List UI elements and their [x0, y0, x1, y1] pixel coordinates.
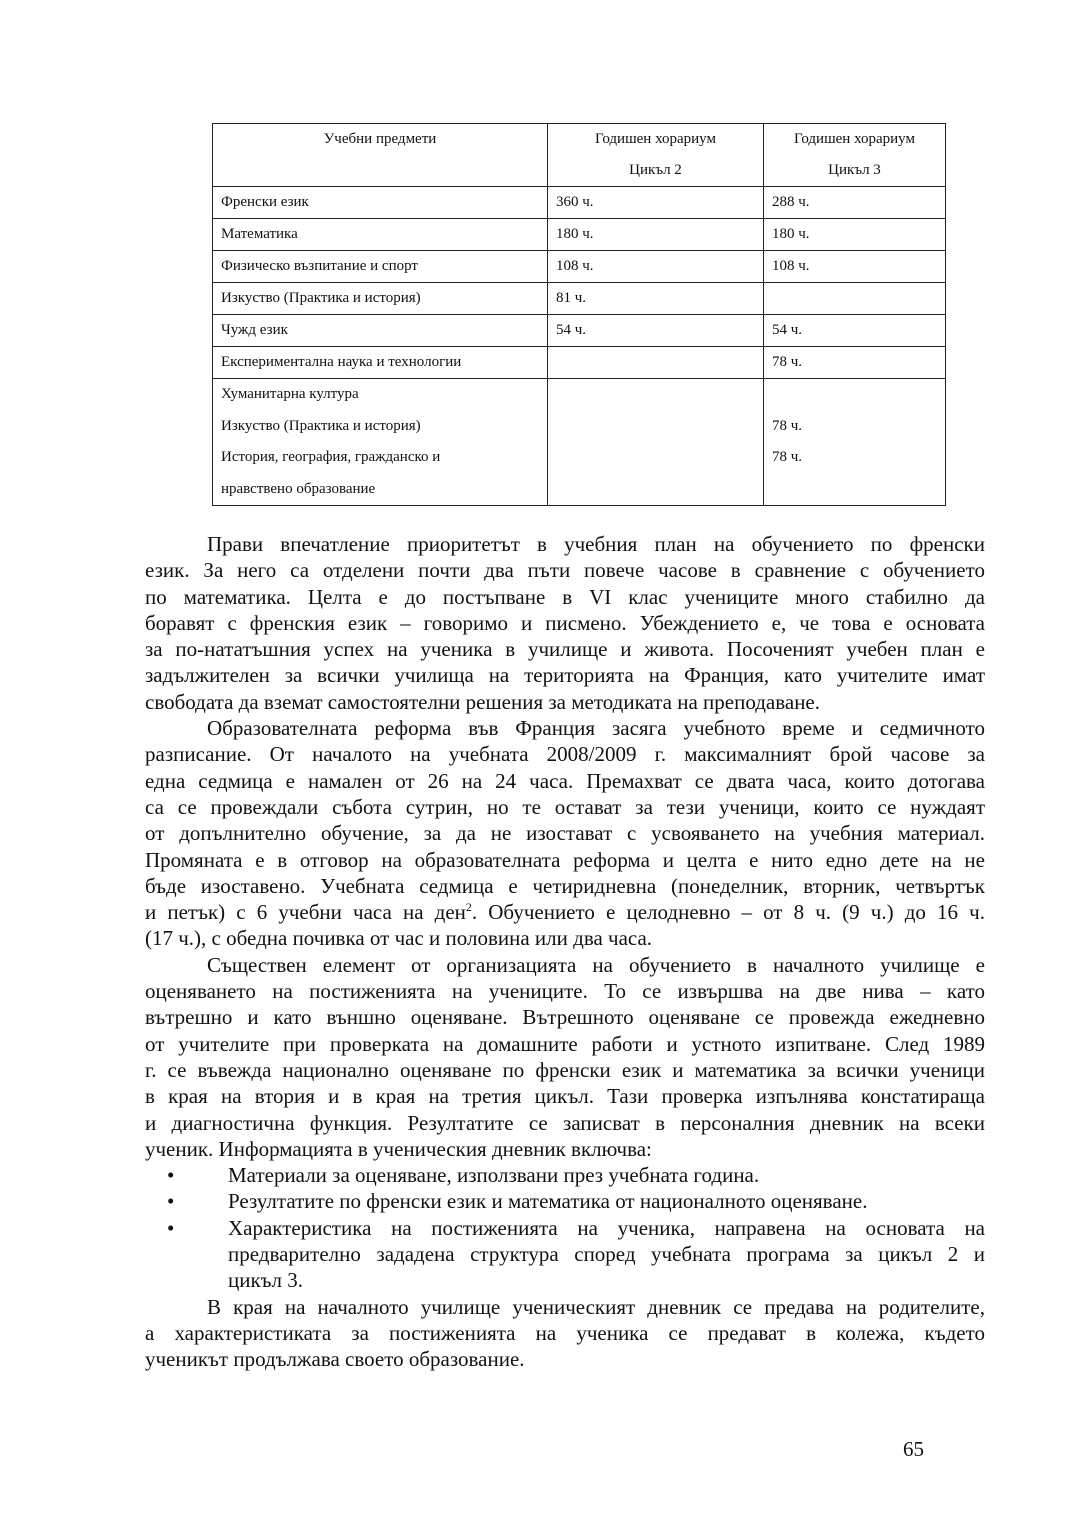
- line-text: (17 ч.), с обедна почивка от час и половина или два часа.: [145, 926, 653, 951]
- subject-cell: Физическо възпитание и спорт: [213, 251, 548, 283]
- line-text: В края на началното училище ученическият дневник се предава на родителите,: [207, 1294, 985, 1319]
- table-row: [213, 187, 946, 219]
- table-row: [213, 251, 946, 283]
- cycle-3-hours-cell: 54 ч.: [764, 315, 946, 347]
- line-text: Съществен елемент от организацията на обучението в началното училище е: [207, 952, 985, 977]
- paragraph: [145, 1294, 985, 1373]
- text-line: [145, 925, 985, 951]
- line-text: ученик. Информацията в ученическия дневник включва:: [145, 1136, 652, 1161]
- curriculum-hours-table: [212, 123, 946, 506]
- line-text: задължителен за всички училища на територията на Франция, като учителите имат: [145, 663, 985, 688]
- line-text: по математика. Целта е до постъпване в VI клас учениците много стабилно да: [145, 584, 985, 609]
- header-text: Годишен хорариум: [595, 131, 716, 147]
- text-line: [145, 662, 985, 688]
- text-line: [145, 847, 985, 873]
- subject-line: Хуманитарна култура: [221, 386, 359, 402]
- bullet-icon: •: [167, 1189, 175, 1214]
- text-line: [145, 1267, 985, 1293]
- text-line: [145, 768, 985, 794]
- paragraph: [145, 952, 985, 1162]
- text-line: [145, 952, 985, 978]
- hours-line: 78 ч.: [772, 417, 803, 434]
- table-row: [213, 219, 946, 251]
- header-subjects: [213, 124, 548, 187]
- line-text: Характеристика на постиженията на ученика, направена на основата на: [228, 1215, 985, 1240]
- cycle-2-hours-cell: 54 ч.: [548, 315, 764, 347]
- text-line: [145, 715, 985, 741]
- header-subtext: Цикъл 2: [629, 162, 682, 178]
- body-text: [145, 531, 985, 1373]
- text-line: [145, 820, 985, 846]
- subject-cell: Математика: [213, 219, 548, 251]
- cycle-3-hours-cell: 288 ч.: [764, 187, 946, 219]
- line-text: и диагностична функция. Резултатите се записват в персоналния дневник на всеки: [145, 1110, 985, 1135]
- header-cycle-2: [548, 124, 764, 187]
- text-line: [145, 794, 985, 820]
- header-text: Учебни предмети: [323, 131, 437, 147]
- bullet-item: [145, 1162, 985, 1188]
- line-text: Образователната реформа във Франция засяга учебното време и седмичното: [207, 716, 985, 741]
- text-line: [145, 1057, 985, 1083]
- text-line: [145, 1320, 985, 1346]
- text-line: [145, 531, 985, 557]
- table-row: [213, 283, 946, 315]
- paragraph: [145, 531, 985, 715]
- subject-cell: Френски език: [213, 187, 548, 219]
- line-text: Промяната е в отговор на образователната реформа и целта е нито едно дете на не: [145, 847, 985, 872]
- bullet-icon: •: [167, 1163, 175, 1188]
- subject-line: Изкуство (Практика и история): [221, 417, 421, 434]
- text-line: [145, 1241, 985, 1267]
- line-text: Прави впечатление приоритетът в учебния план на обучението по френски: [207, 532, 985, 556]
- line-text: предварително зададена структура според учебната програма за цикъл 2 и: [228, 1242, 985, 1267]
- subject-cell: Чужд език: [213, 315, 548, 347]
- table-header-row: [213, 124, 946, 187]
- bullet-item: [145, 1188, 985, 1214]
- line-text: оценяването на постиженията на учениците. То се извършва на две нива – като: [145, 979, 985, 1004]
- text-line: [145, 1004, 985, 1030]
- table-row: [213, 347, 946, 379]
- line-text: боравят с френския език – говоримо и писмено. Убеждението е, че това е основата: [145, 610, 985, 635]
- header-cycle-3: [764, 124, 946, 187]
- text-line: [145, 741, 985, 767]
- line-text: вътрешно и като външно оценяване. Вътрешното оценяване се провежда ежедневно: [145, 1005, 985, 1030]
- text-line: [145, 1346, 985, 1372]
- text-line: [145, 1136, 985, 1162]
- text-line: [145, 873, 985, 899]
- line-text: са се провеждали събота сутрин, но те остават за тези ученици, които се нуждаят: [145, 794, 985, 819]
- cycle-2-hours-cell: 180 ч.: [548, 219, 764, 251]
- line-text: език. За него са отделени почти два пъти повече часове в сравнение с обучението: [145, 558, 985, 583]
- text-line: [145, 1110, 985, 1136]
- table-row: [213, 315, 946, 347]
- text-line: [145, 610, 985, 636]
- cycle-3-hours-cell: [764, 283, 946, 315]
- line-text: а характеристиката за постиженията на ученика се предават в колежа, където: [145, 1320, 985, 1345]
- text-line: [145, 1215, 985, 1241]
- bullet-item: [145, 1215, 985, 1294]
- text-line: [145, 557, 985, 583]
- subject-line: нравствено образование: [221, 480, 376, 497]
- cycle-2-hours-cell: 108 ч.: [548, 251, 764, 283]
- bullet-icon: •: [167, 1215, 175, 1240]
- cycle-2-hours-cell: 360 ч.: [548, 187, 764, 219]
- text-line: [145, 899, 985, 925]
- text-line: [145, 978, 985, 1004]
- text-line: [145, 1162, 985, 1188]
- line-text: бъде изоставено. Учебната седмица е четиридневна (понеделник, вторник, четвъртък: [145, 873, 985, 898]
- header-subtext: Цикъл 3: [828, 162, 881, 178]
- page-number: 65: [903, 1437, 924, 1461]
- paragraph: [145, 715, 985, 952]
- header-text: Годишен хорариум: [794, 131, 915, 147]
- line-text: от учителите при проверката на домашните работи и устното изпитване. След 1989: [145, 1031, 985, 1056]
- cycle-3-hours-cell: 108 ч.: [764, 251, 946, 283]
- table-row: [213, 379, 946, 506]
- text-line: [145, 636, 985, 662]
- hours-line: 78 ч.: [772, 449, 803, 465]
- line-text: за по-нататъшния успех на ученика в училище и живота. Посоченият учебен план е: [145, 637, 985, 662]
- line-text: и петък) с 6 учебни часа на ден: [145, 900, 466, 925]
- text-line: [145, 584, 985, 610]
- text-line: [145, 1083, 985, 1109]
- subject-line: История, география, гражданско и: [221, 449, 441, 465]
- line-text: цикъл 3.: [228, 1268, 304, 1293]
- cycle-2-hours-cell: [548, 379, 764, 506]
- line-text: г. се въвежда национално оценяване по френски език и математика за всички ученици: [145, 1057, 985, 1082]
- line-text: . Обучението е целодневно – от 8 ч. (9 ч.) до 16 ч.: [471, 900, 985, 925]
- text-line: [145, 1188, 985, 1214]
- line-text: свободата да вземат самостоятелни решения за методиката на преподаване.: [145, 689, 821, 714]
- cycle-2-hours-cell: 81 ч.: [548, 283, 764, 315]
- line-text: в края на втория и в края на третия цикъл. Тази проверка изпълнява констатираща: [145, 1084, 985, 1109]
- line-text: от допълнително обучение, за да не изостават с усвояването на учебния материал.: [145, 821, 985, 846]
- hours-line: [772, 474, 937, 506]
- text-line: [145, 1031, 985, 1057]
- text-line: [145, 1294, 985, 1320]
- line-text: Материали за оценяване, използвани през учебната година.: [228, 1163, 760, 1188]
- hours-line: [772, 379, 937, 411]
- cycle-3-hours-cell: [764, 379, 946, 506]
- line-text: разписание. От началото на учебната 2008/2009 г. максималният брой часове за: [145, 742, 985, 767]
- subject-cell: Експериментална наука и технологии: [213, 347, 548, 379]
- line-text: Резултатите по френски език и математика от националното оценяване.: [228, 1189, 868, 1214]
- cycle-2-hours-cell: [548, 347, 764, 379]
- subject-cell: [213, 379, 548, 506]
- cycle-3-hours-cell: 78 ч.: [764, 347, 946, 379]
- cycle-3-hours-cell: 180 ч.: [764, 219, 946, 251]
- line-text: една седмица е намален от 26 на 24 часа. Премахват се двата часа, които дотогава: [145, 768, 985, 793]
- footnote-marker[interactable]: 2: [465, 900, 472, 915]
- text-line: [145, 689, 985, 715]
- line-text: ученикът продължава своето образование.: [145, 1347, 525, 1372]
- subject-cell: Изкуство (Практика и история): [213, 283, 548, 315]
